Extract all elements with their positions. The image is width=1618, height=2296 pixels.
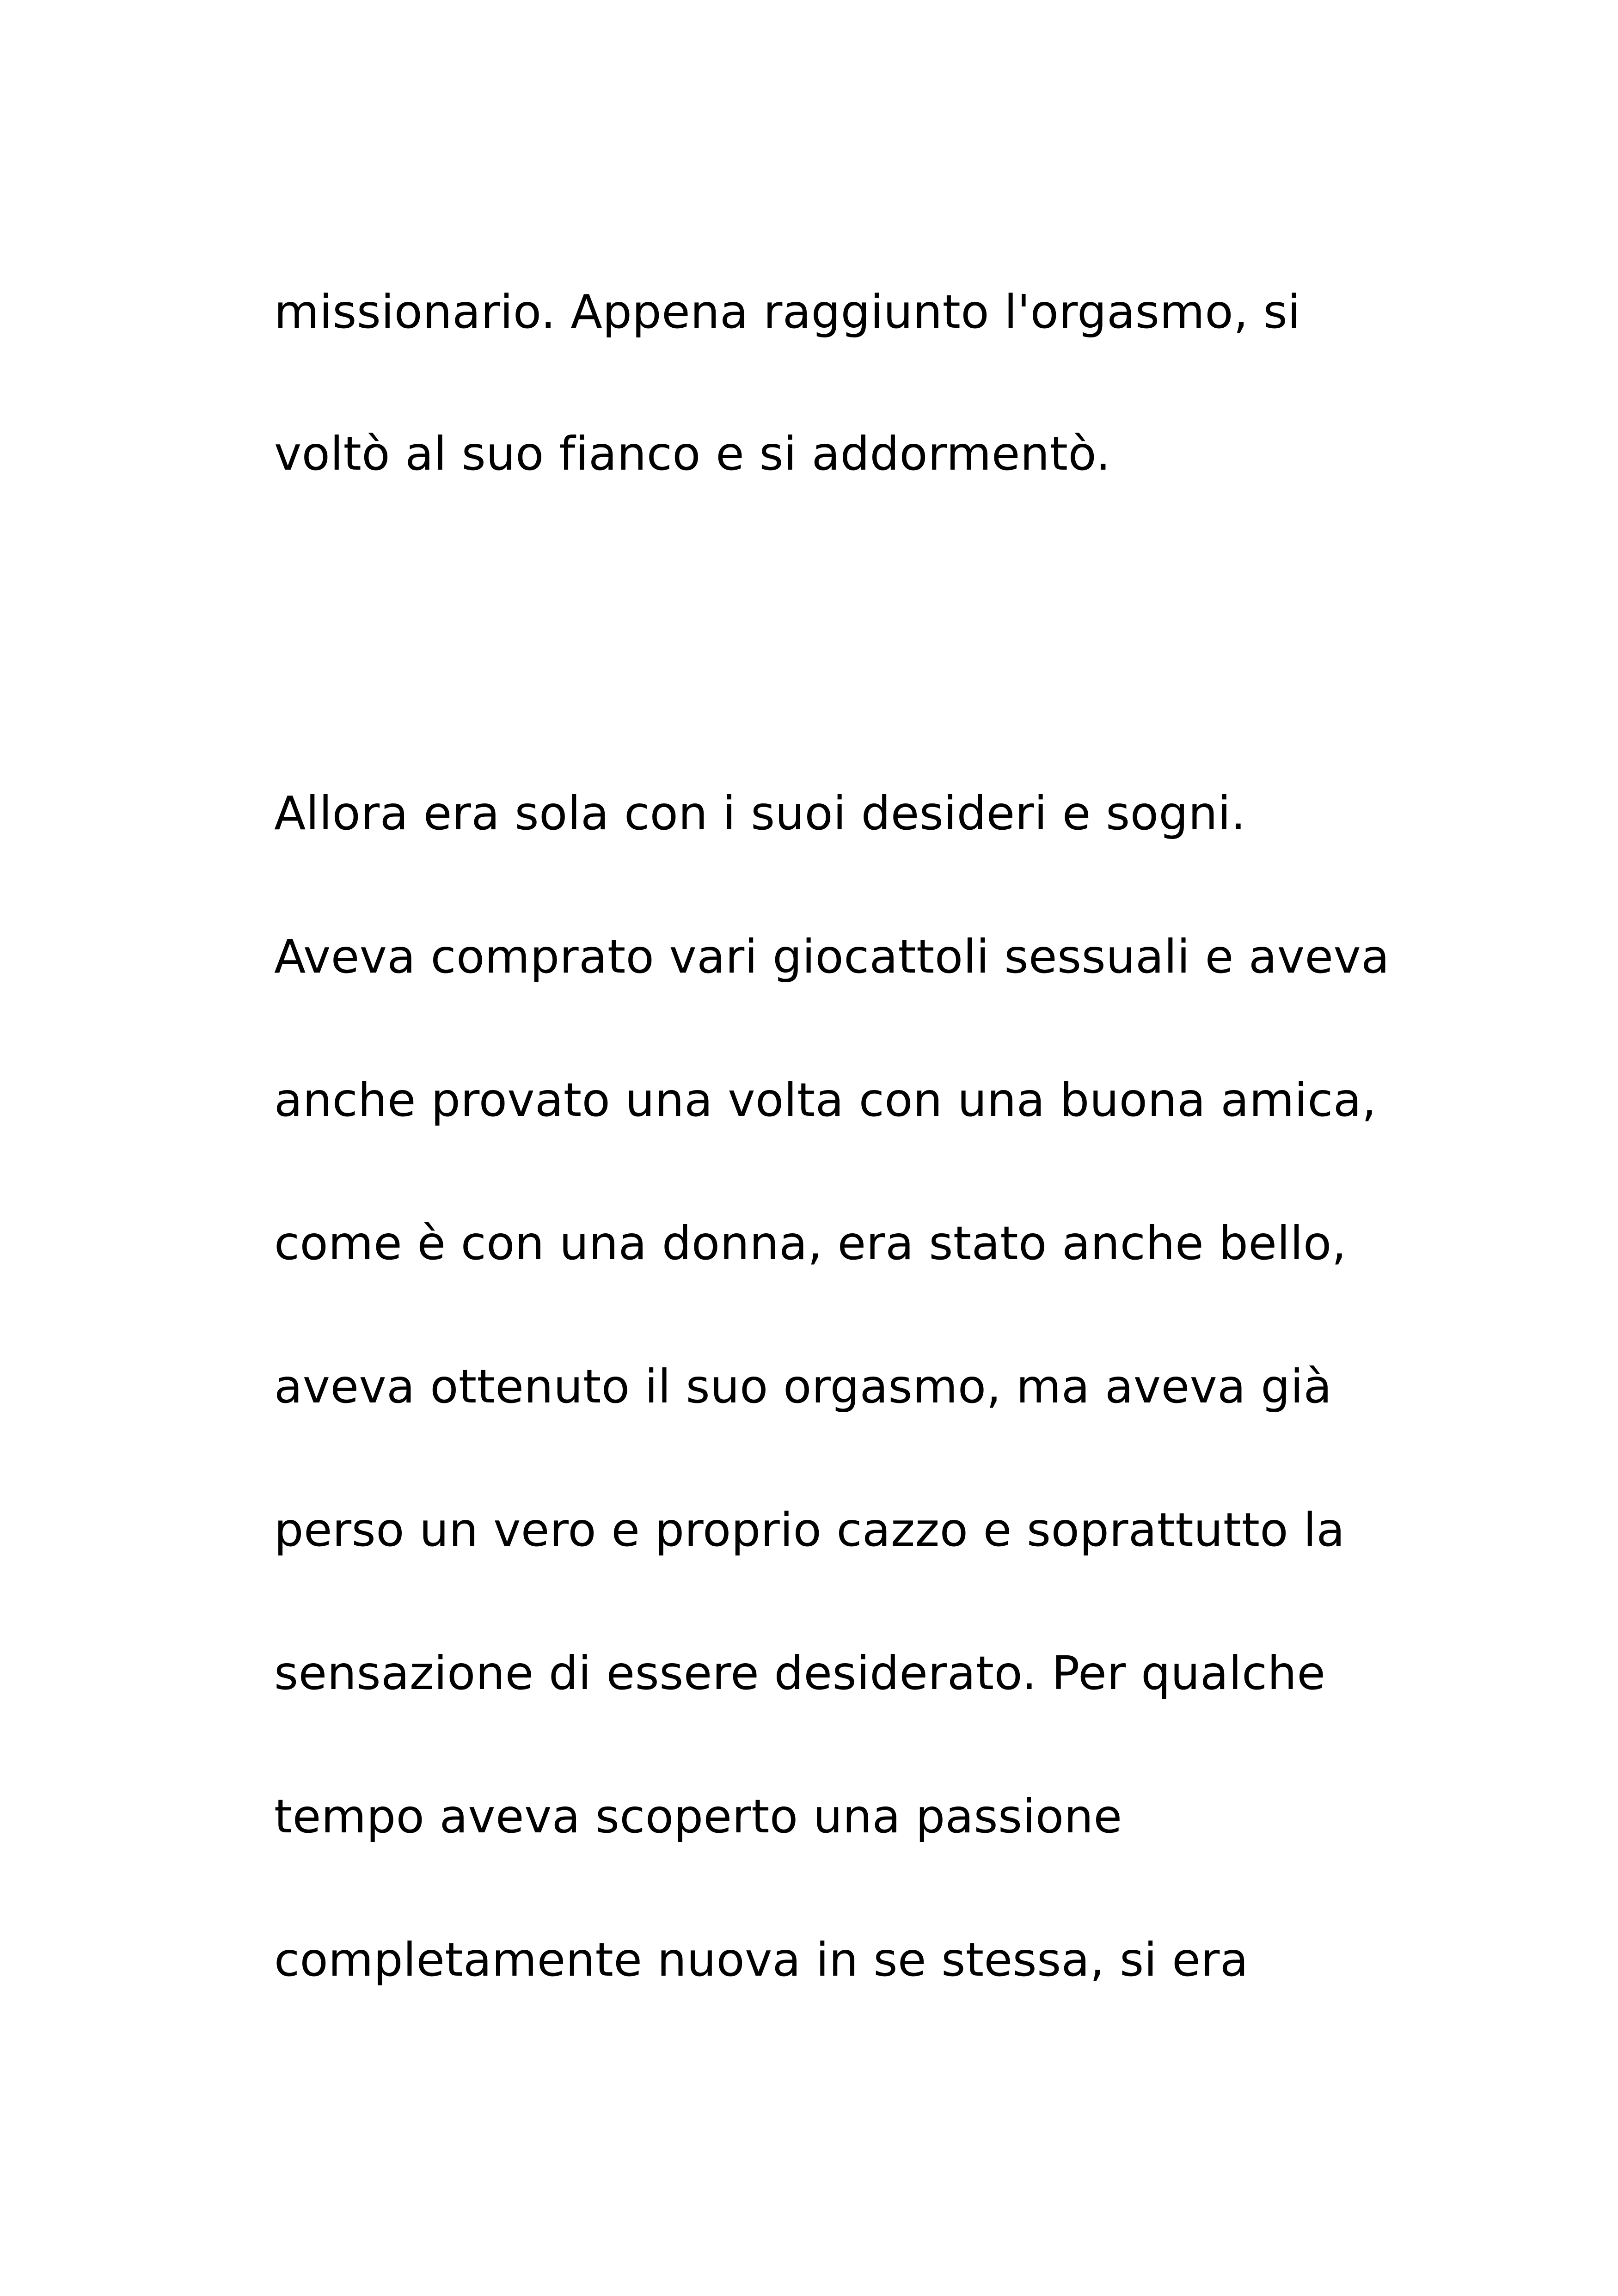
text-line: aveva ottenuto il suo orgasmo, ma aveva già: [274, 1359, 1332, 1414]
text-line: tempo aveva scoperto una passione: [274, 1789, 1122, 1843]
text-line: Allora era sola con i suoi desideri e sogni.: [274, 786, 1246, 840]
text-line: come è con una donna, era stato anche bello,: [274, 1216, 1347, 1270]
text-line: perso un vero e proprio cazzo e soprattutto la: [274, 1503, 1345, 1557]
text-line: missionario. Appena raggiunto l'orgasmo, si: [274, 285, 1301, 339]
text-line: anche provato una volta con una buona amica,: [274, 1073, 1377, 1127]
text-line: completamente nuova in se stessa, si era: [274, 1933, 1249, 1987]
text-line: Aveva comprato vari giocattoli sessuali e aveva: [274, 930, 1390, 984]
text-line: voltò al suo fianco e si addormentò.: [274, 427, 1111, 481]
text-line: sensazione di essere desiderato. Per qualche: [274, 1646, 1326, 1700]
